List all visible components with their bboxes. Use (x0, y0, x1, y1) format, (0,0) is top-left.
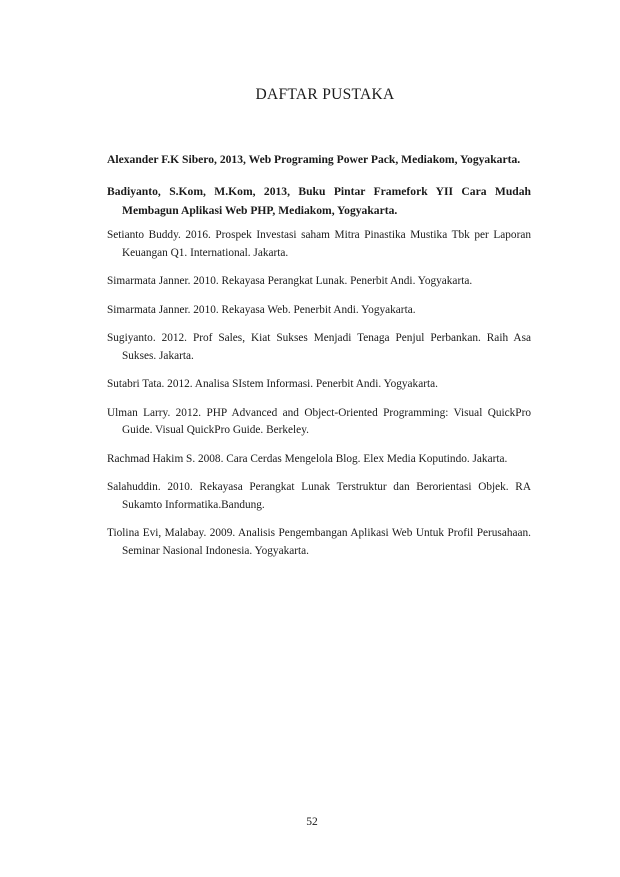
page-number: 52 (306, 816, 318, 828)
reference-list (107, 150, 531, 571)
reference-item: Setianto Buddy. 2016. Prospek Investasi saham Mitra Pinastika Mustika Tbk per Laporan Keuangan Q1. International. Jakarta. (107, 229, 531, 259)
reference-item: Simarmata Janner. 2010. Rekayasa Perangkat Lunak. Penerbit Andi. Yogyakarta. (107, 275, 473, 287)
reference-item: Badiyanto, S.Kom, M.Kom, 2013, Buku Pintar Framefork YII Cara Mudah Membagun Aplikasi Web PHP, Mediakom, Yogyakarta. (107, 185, 531, 217)
page-title: DAFTAR PUSTAKA (255, 86, 395, 103)
reference-item: Simarmata Janner. 2010. Rekayasa Web. Penerbit Andi. Yogyakarta. (107, 303, 416, 316)
reference-item: Tiolina Evi, Malabay. 2009. Analisis Pengembangan Aplikasi Web Untuk Profil Perusahaan. Seminar Nasional Indonesia. Yogyakarta. (107, 527, 531, 557)
reference-item: Sutabri Tata. 2012. Analisa SIstem Informasi. Penerbit Andi. Yogyakarta. (107, 378, 438, 390)
reference-item: Rachmad Hakim S. 2008. Cara Cerdas Mengelola Blog. Elex Media Koputindo. Jakarta. (107, 452, 508, 465)
reference-item: Alexander F.K Sibero, 2013, Web Programing Power Pack, Mediakom, Yogyakarta. (107, 153, 521, 166)
reference-item: Salahuddin. 2010. Rekayasa Perangkat Lunak Terstruktur dan Berorientasi Objek. RA Sukamto Informatika.Bandung. (107, 481, 531, 511)
reference-item: Ulman Larry. 2012. PHP Advanced and Object-Oriented Programming: Visual QuickPro Guide. Visual QuickPro Guide. Berkeley. (107, 406, 531, 436)
reference-item: Sugiyanto. 2012. Prof Sales, Kiat Sukses Menjadi Tenaga Penjul Perbankan. Raih Asa Sukses. Jakarta. (107, 332, 531, 362)
